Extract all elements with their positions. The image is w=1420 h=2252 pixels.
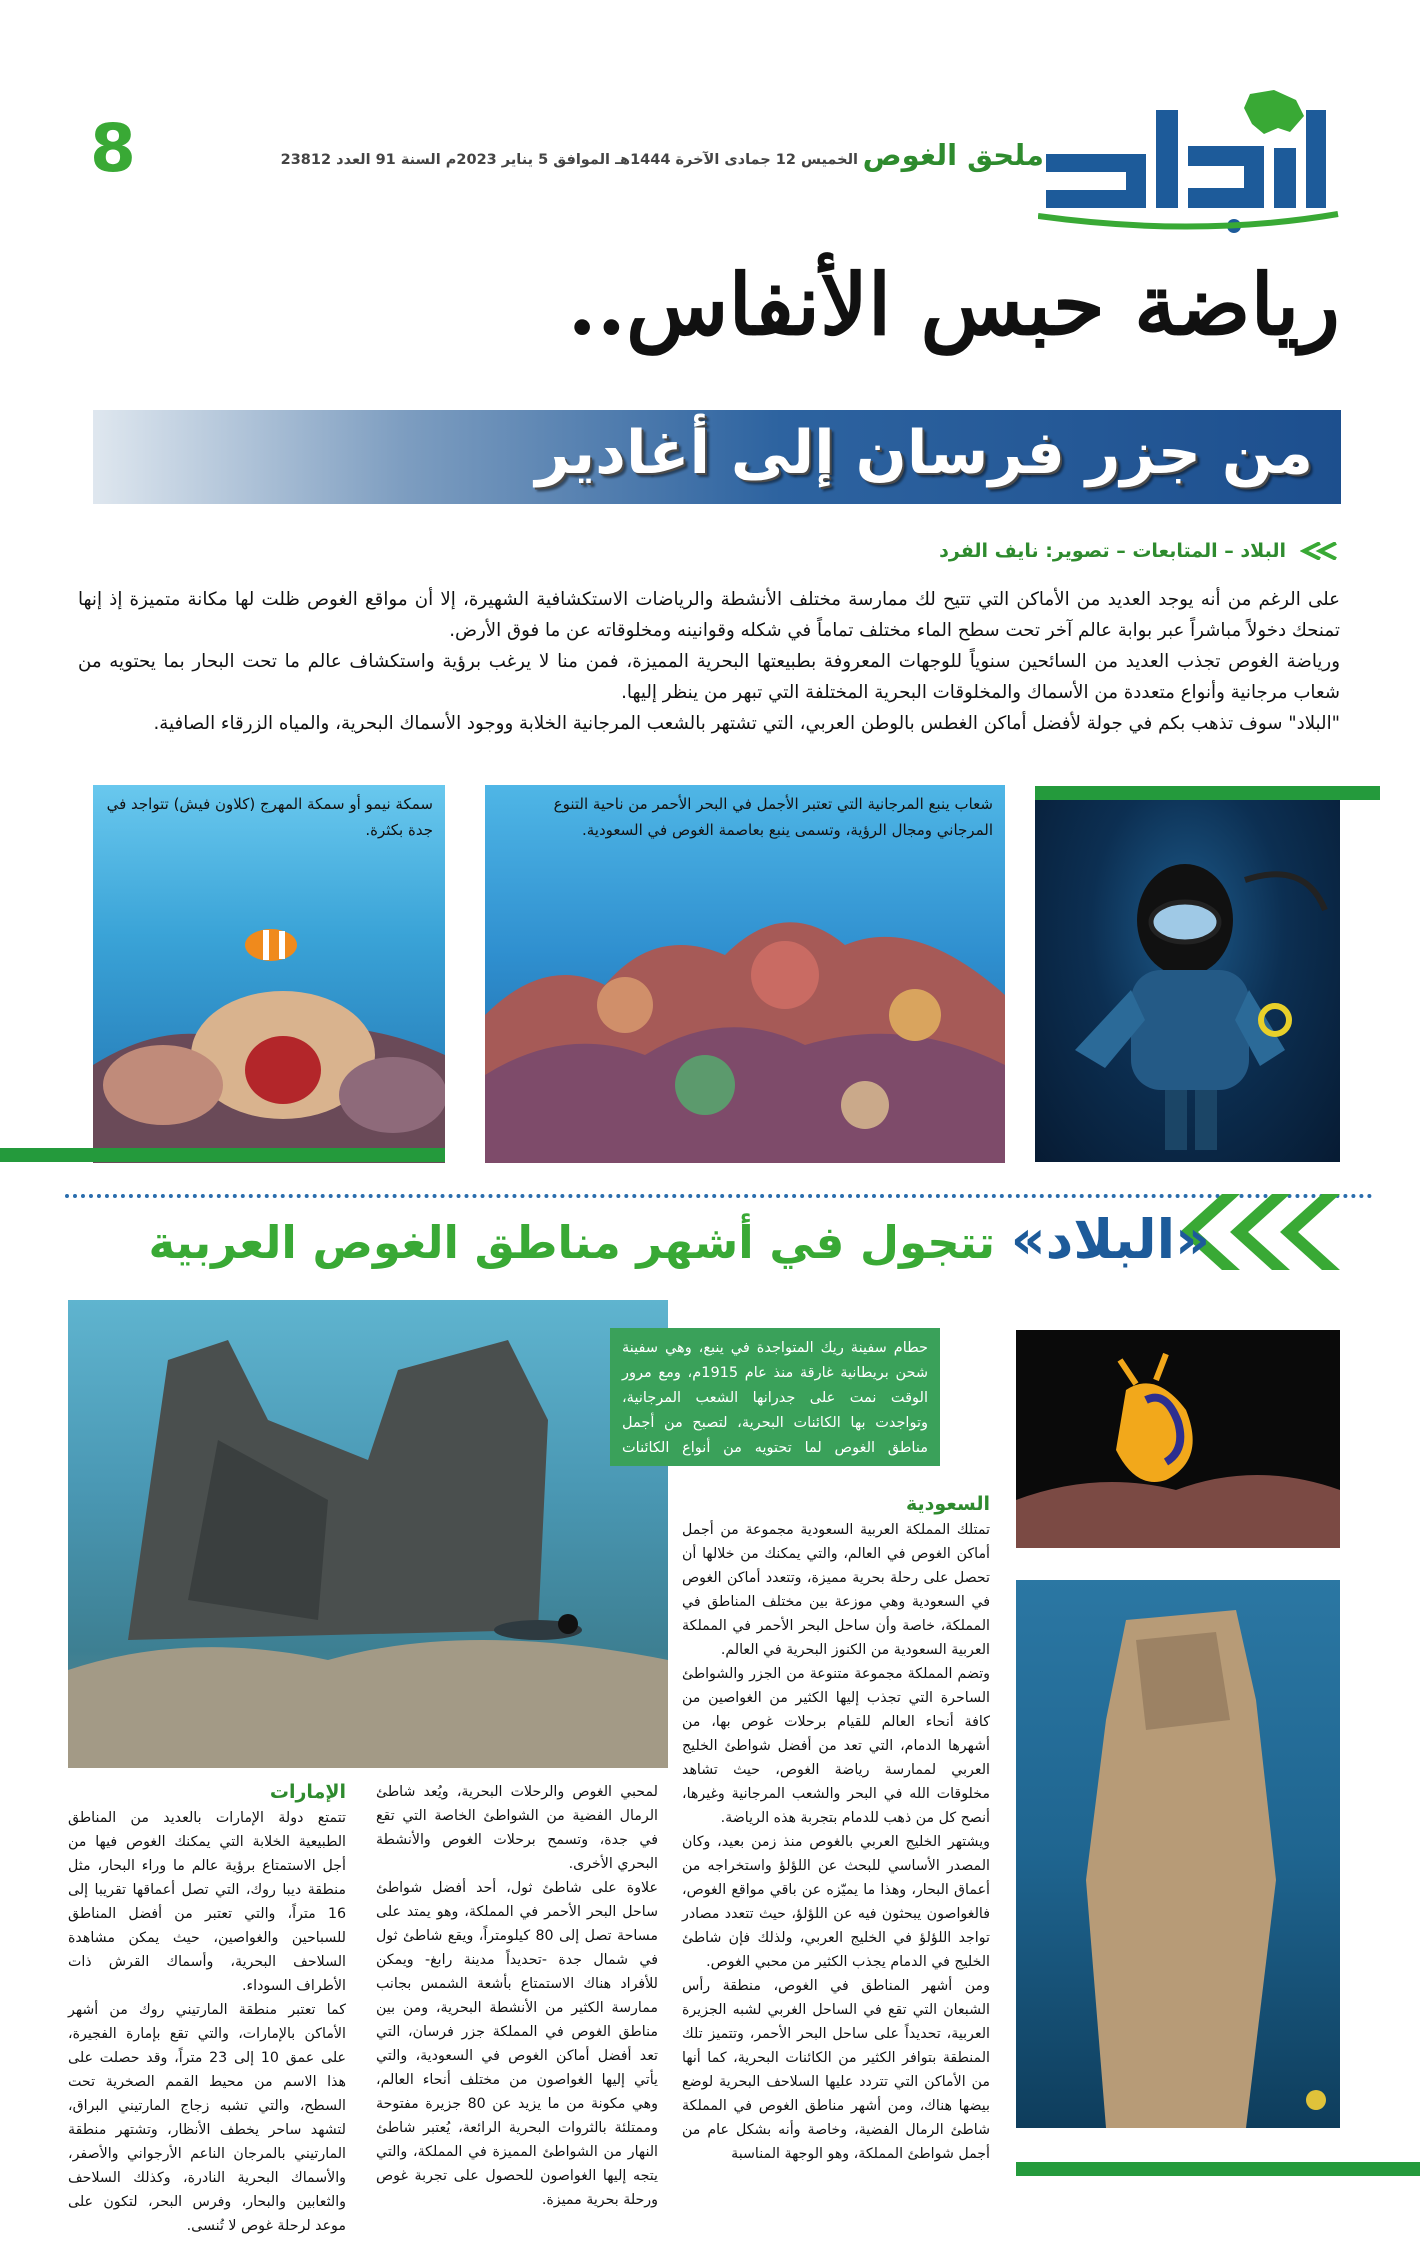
clownfish-photo [93, 785, 445, 1163]
diver-photo [1035, 800, 1340, 1162]
intro-text [78, 584, 1340, 739]
uae-column [68, 1780, 346, 2238]
section-heading-text: تتجول في أشهر مناطق الغوص العربية [148, 1216, 996, 1269]
main-headline: رياضة حبس الأنفاس.. [567, 255, 1340, 354]
intro-paragraph: "البلاد" سوف تذهب بكم في جولة لأفضل أماكن الغطس بالوطن العربي، التي تشتهر بالشعب المرجانية الخلابة ووجود الأسماك البحرية، والمياه الزرقاء الصافية. [153, 713, 1340, 734]
coral-pillar-illustration [1016, 1580, 1340, 2128]
byline: البلاد – المتابعات – تصوير: نايف الفرد [939, 540, 1286, 562]
saudi-paragraph: ويشتهر الخليج العربي بالغوص منذ زمن بعيد، وكان المصدر الأساسي للبحث عن اللؤلؤ واستخراجه من أعماق البحار، وهذا ما يميّزه عن باقي مواقع الغوص، فالغواصون يبحثون فيه عن اللؤلؤ، حيث تتعدد مصادر تواجد اللؤلؤ في الخليج العربي، ولذلك فإن شاطئ الخليج في الدمام يجذب الكثير من محبي الغوص. [682, 1834, 990, 1970]
uae-paragraph: تتمتع دولة الإمارات بالعديد من المناطق الطبيعية الخلابة التي يمكنك الغوص فيها من أجل الاستمتاع برؤية عالم ما وراء البحار، مثل منطقة ديبا روك، التي تصل أعماقها تقريبا إلى 16 متراً، والتي تعتبر من أفضل المناطق للسباحين والغواصين، حيث يمكن مشاهدة السلاحف البحرية، وأسماك القرش ذات الأطراف السوداء. [68, 1810, 346, 1994]
clownfish-caption: سمكة نيمو أو سمكة المهرج (كلاون فيش) تتواجد في جدة بكثرة. [106, 795, 433, 839]
saudi-column [682, 1492, 990, 2166]
diver-illustration [1035, 800, 1340, 1162]
saudi-paragraph: تمتلك المملكة العربية السعودية مجموعة من أجمل أماكن الغوص في العالم، والتي يمكنك من خلالها أن تحصل على رحلة بحرية مميزة، وتتعدد أماكن الغوص في السعودية وهي موزعة بين مختلف المناطق في المملكة، خاصة وأن ساحل البحر الأحمر في المملكة العربية السعودية من الكنوز البحرية في العالم. [682, 1522, 990, 1658]
intro-paragraph: ورياضة الغوص تجذب العديد من السائحين سنوياً للوجهات المعروفة بطبيعتها البحرية المميزة، فمن منا لا يرغب برؤية واستكشاف عالم ما تحت البحار بما يحتويه من شعاب مرجانية وأنواع متعددة من الأسماك والمخلوقات البحرية المختلفة التي تبهر من ينظر إليها. [78, 651, 1340, 703]
saudi-map-icon [1244, 90, 1304, 134]
saudi-paragraph: وتضم المملكة مجموعة متنوعة من الجزر والشواطئ الساحرة التي تجذب إليها الكثير من الغواصين من كافة أنحاء العالم للقيام برحلات غوص بها، من أشهرها الدمام، التي تعد من أفضل شواطئ الخليج العربي لممارسة رياضة الغوص، حيث تشاهد مخلوقات الله في البحر والشعب المرجانية وغيرها، أنصح كل من ذهب للدمام بتجربة هذه الرياضة. [682, 1666, 990, 1826]
shipwreck-photo [68, 1300, 668, 1768]
page-number: 8 [90, 110, 136, 187]
yanbu-reef-photo [485, 785, 1005, 1163]
middle-paragraph: لمحبي الغوص والرحلات البحرية، ويُعد شاطئ الرمال الفضية من الشواطئ الخاصة التي تقع في جدة، وتسمح برحلات الغوص والأنشطة البحري الأخرى. [376, 1784, 658, 1872]
saudi-paragraph: ومن أشهر المناطق في الغوص، منطقة رأس الشبعان التي تقع في الساحل الغربي لشبه الجزيرة العربية، تحديداً على ساحل البحر الأحمر، وتتميز تلك المنطقة بتوافر الكثير من الكائنات البحرية، كما أنها من الأماكن التي تتردد عليها السلاحف البحرية لوضع بيضها هناك، ومن أشهر مناطق الغوص في المملكة شاطئ الرمال الفضية، وخاصة وأنه بشكل عام من أجمل شواطئ المملكة، وهو الوجهة المناسبة [682, 1978, 990, 2162]
nudibranch-photo [1016, 1330, 1340, 1548]
albilad-logo [1038, 88, 1368, 238]
saudi-heading: السعودية [905, 1493, 990, 1515]
brand-name: «البلاد» [1010, 1208, 1210, 1271]
subheadline-banner [93, 410, 1341, 504]
middle-column [376, 1780, 658, 2212]
byline-row [939, 540, 1340, 562]
nudibranch-illustration [1016, 1330, 1340, 1548]
green-accent-bar [1035, 786, 1380, 800]
supplement-label: ملحق الغوص [862, 138, 1044, 172]
coral-pillar-photo [1016, 1580, 1340, 2128]
green-accent-bar [1016, 2162, 1420, 2176]
shipwreck-caption: حطام سفينة ريك المتواجدة في ينبع، وهي سفينة شحن بريطانية غارقة منذ عام 1915م، ومع مرور الوقت نمت على جدرانها الشعب المرجانية، وتواجدت بها الكائنات البحرية، لتصبح من أجمل مناطق الغوص لما تحتويه من أنواع الكائنات البحرية. [610, 1328, 940, 1466]
uae-heading: الإمارات [269, 1781, 346, 1803]
issue-dateline: الخميس 12 جمادى الآخرة 1444هـ الموافق 5 يناير 2023م السنة 91 العدد 23812 [280, 152, 858, 168]
uae-paragraph: كما تعتبر منطقة المارتيني روك من أشهر الأماكن بالإمارات، والتي تقع بإمارة الفجيرة، على عمق 10 إلى 23 متراً، وقد حصلت على هذا الاسم من محيط القمم الصخرية تحت السطح، والتي تشبه زجاج المارتيني البراق، لتشهد ساحر يخطف الأنظار، وتشتهر منطقة المارتيني بالمرجان الناعم الأرجواني والأصفر، والأسماك البحرية النادرة، وكذلك السلاحف والثعابين والبحار، وفرس البحر، لتكون على موعد لرحلة غوص لا تُنسى. [68, 2002, 346, 2234]
double-chevron-icon [1300, 542, 1340, 560]
subheadline-text: من جزر فرسان إلى أغادير [535, 418, 1313, 488]
reef-caption: شعاب ينبع المرجانية التي تعتبر الأجمل في البحر الأحمر من ناحية التنوع المرجاني ومجال الرؤية، وتسمى ينبع بعاصمة الغوص في السعودية. [553, 795, 993, 839]
middle-paragraph: علاوة على شاطئ ثول، أحد أفضل شواطئ ساحل البحر الأحمر في المملكة، وهو يمتد على مساحة تصل إلى 80 كيلومتراً، ويقع شاطئ ثول في شمال جدة -تحديداً مدينة رابغ- ويمكن للأفراد هناك الاستمتاع بأشعة الشمس بجانب ممارسة الكثير من الأنشطة البحرية، ومن بين مناطق الغوص في المملكة جزر فرسان، التي تعد أفضل أماكن الغوص في السعودية، والتي يأتي إليها الغواصون من مختلف أنحاء العالم، وهي مكونة من ما يزيد عن 80 جزيرة مفتوحة وممتلئة بالثروات البحرية الرائعة، يُعتبر شاطئ النهار من الشواطئ المميزة في المملكة، والتي يتجه إليها الغواصون للحصول على تجربة غوص ورحلة بحرية مميزة. [376, 1880, 659, 2208]
shipwreck-illustration [68, 1300, 668, 1768]
green-accent-bar [0, 1148, 445, 1162]
intro-paragraph: على الرغم من أنه يوجد العديد من الأماكن التي تتيح لك ممارسة مختلف الأنشطة والرياضات الاستكشافية الشهيرة، إلا أن مواقع الغوص ظلت لها مكانة متميزة إذ إنها تمنحك دخولاً مباشراً عبر بوابة عالم آخر تحت سطح الماء مختلف تماماً في شكله وقوانينه ومخلوقاته عن ما فوق الأرض. [78, 589, 1340, 641]
section-heading [149, 1208, 1210, 1271]
